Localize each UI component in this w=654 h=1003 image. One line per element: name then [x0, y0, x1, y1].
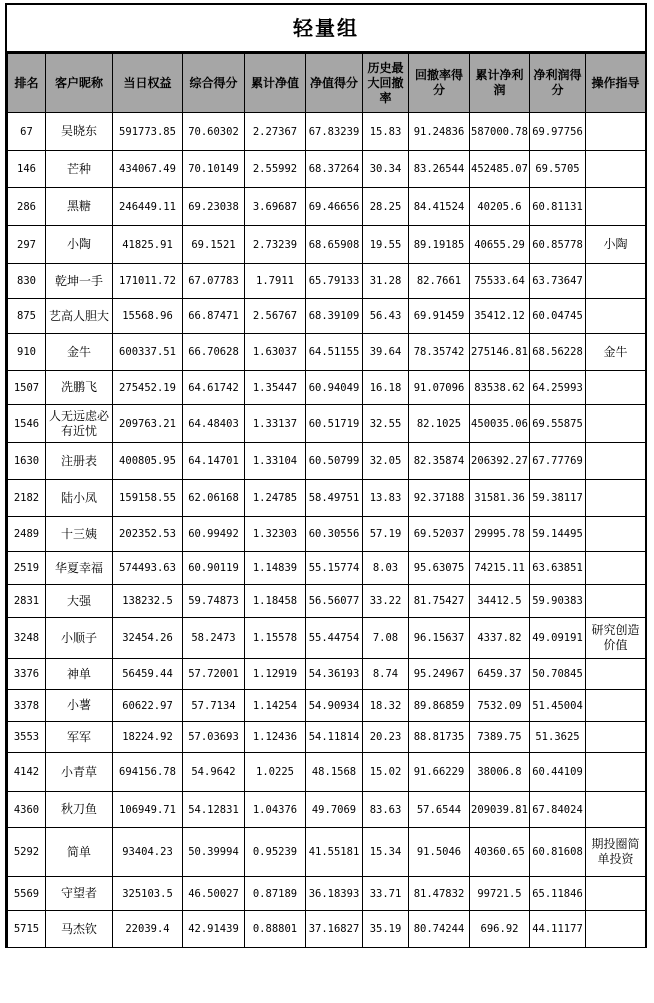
- cell-total-score: 69.1521: [183, 226, 245, 264]
- cell-nickname: 吴晓东: [46, 113, 113, 151]
- cell-daily-equity: 171011.72: [113, 264, 183, 299]
- cell-cumulative-nav: 2.55992: [245, 151, 306, 188]
- cell-drawdown-score: 91.5046: [409, 828, 470, 877]
- cell-drawdown-score: 69.52037: [409, 517, 470, 552]
- cell-total-score: 64.48403: [183, 405, 245, 443]
- cell-nickname: 注册表: [46, 443, 113, 480]
- cell-profit-score: 59.14495: [530, 517, 586, 552]
- cell-cumulative-nav: 1.35447: [245, 371, 306, 405]
- cell-profit-score: 63.73647: [530, 264, 586, 299]
- cell-guidance: [586, 371, 646, 405]
- cell-profit-score: 65.11846: [530, 877, 586, 911]
- cell-total-score: 57.03693: [183, 722, 245, 753]
- cell-nickname: 小顺子: [46, 618, 113, 659]
- cell-rank: 2519: [8, 552, 46, 585]
- cell-drawdown-score: 82.7661: [409, 264, 470, 299]
- ranking-table: [7, 53, 646, 948]
- cell-max-drawdown: 30.34: [363, 151, 409, 188]
- cell-profit-score: 60.81608: [530, 828, 586, 877]
- cell-max-drawdown: 39.64: [363, 334, 409, 371]
- cell-drawdown-score: 82.1025: [409, 405, 470, 443]
- cell-daily-equity: 138232.5: [113, 585, 183, 618]
- cell-drawdown-score: 96.15637: [409, 618, 470, 659]
- table-row: [8, 722, 646, 753]
- cell-total-score: 42.91439: [183, 911, 245, 948]
- cell-rank: 5292: [8, 828, 46, 877]
- cell-max-drawdown: 16.18: [363, 371, 409, 405]
- cell-cumulative-nav: 1.18458: [245, 585, 306, 618]
- cell-net-profit: 99721.5: [470, 877, 530, 911]
- cell-cumulative-nav: 1.7911: [245, 264, 306, 299]
- cell-net-profit: 40655.29: [470, 226, 530, 264]
- cell-nav-score: 58.49751: [306, 480, 363, 517]
- cell-profit-score: 67.77769: [530, 443, 586, 480]
- cell-nav-score: 64.51155: [306, 334, 363, 371]
- cell-max-drawdown: 15.34: [363, 828, 409, 877]
- cell-max-drawdown: 13.83: [363, 480, 409, 517]
- cell-rank: 875: [8, 299, 46, 334]
- cell-max-drawdown: 15.83: [363, 113, 409, 151]
- table-row: [8, 113, 646, 151]
- cell-max-drawdown: 8.74: [363, 659, 409, 690]
- cell-nickname: 十三姨: [46, 517, 113, 552]
- table-row: [8, 659, 646, 690]
- cell-nickname: 大强: [46, 585, 113, 618]
- cell-profit-score: 60.44109: [530, 753, 586, 792]
- cell-guidance: 期投圈简单投资: [586, 828, 646, 877]
- cell-guidance: [586, 517, 646, 552]
- cell-guidance: [586, 659, 646, 690]
- cell-total-score: 62.06168: [183, 480, 245, 517]
- table-row: [8, 792, 646, 828]
- cell-total-score: 66.70628: [183, 334, 245, 371]
- cell-profit-score: 68.56228: [530, 334, 586, 371]
- cell-total-score: 60.90119: [183, 552, 245, 585]
- cell-drawdown-score: 82.35874: [409, 443, 470, 480]
- cell-total-score: 59.74873: [183, 585, 245, 618]
- cell-guidance: [586, 911, 646, 948]
- cell-total-score: 70.10149: [183, 151, 245, 188]
- cell-profit-score: 44.11177: [530, 911, 586, 948]
- cell-rank: 297: [8, 226, 46, 264]
- cell-guidance: [586, 264, 646, 299]
- table-row: [8, 618, 646, 659]
- header-net-profit: 累计净利润: [470, 54, 530, 113]
- cell-net-profit: 34412.5: [470, 585, 530, 618]
- cell-nickname: 简单: [46, 828, 113, 877]
- cell-nickname: 小青草: [46, 753, 113, 792]
- cell-rank: 1630: [8, 443, 46, 480]
- cell-nav-score: 69.46656: [306, 188, 363, 226]
- table-row: [8, 480, 646, 517]
- header-rank: 排名: [8, 54, 46, 113]
- cell-rank: 2489: [8, 517, 46, 552]
- cell-total-score: 46.50027: [183, 877, 245, 911]
- cell-cumulative-nav: 1.24785: [245, 480, 306, 517]
- header-guidance: 操作指导: [586, 54, 646, 113]
- cell-profit-score: 69.55875: [530, 405, 586, 443]
- cell-profit-score: 51.3625: [530, 722, 586, 753]
- cell-total-score: 67.07783: [183, 264, 245, 299]
- cell-cumulative-nav: 0.88801: [245, 911, 306, 948]
- cell-max-drawdown: 33.71: [363, 877, 409, 911]
- cell-profit-score: 59.38117: [530, 480, 586, 517]
- cell-cumulative-nav: 3.69687: [245, 188, 306, 226]
- cell-guidance: 金牛: [586, 334, 646, 371]
- cell-max-drawdown: 28.25: [363, 188, 409, 226]
- ranking-sheet: [5, 3, 647, 948]
- cell-daily-equity: 159158.55: [113, 480, 183, 517]
- cell-guidance: 小陶: [586, 226, 646, 264]
- cell-profit-score: 60.85778: [530, 226, 586, 264]
- cell-rank: 3553: [8, 722, 46, 753]
- cell-rank: 3378: [8, 690, 46, 722]
- table-row: [8, 226, 646, 264]
- cell-total-score: 58.2473: [183, 618, 245, 659]
- table-row: [8, 188, 646, 226]
- cell-total-score: 54.9642: [183, 753, 245, 792]
- cell-cumulative-nav: 2.73239: [245, 226, 306, 264]
- cell-net-profit: 40360.65: [470, 828, 530, 877]
- cell-rank: 2831: [8, 585, 46, 618]
- cell-guidance: [586, 552, 646, 585]
- cell-cumulative-nav: 0.87189: [245, 877, 306, 911]
- cell-nickname: 军军: [46, 722, 113, 753]
- cell-nickname: 冼鹏飞: [46, 371, 113, 405]
- cell-max-drawdown: 18.32: [363, 690, 409, 722]
- cell-drawdown-score: 80.74244: [409, 911, 470, 948]
- cell-cumulative-nav: 1.63037: [245, 334, 306, 371]
- cell-total-score: 50.39994: [183, 828, 245, 877]
- cell-cumulative-nav: 0.95239: [245, 828, 306, 877]
- cell-total-score: 54.12831: [183, 792, 245, 828]
- cell-net-profit: 452485.07: [470, 151, 530, 188]
- cell-cumulative-nav: 1.12919: [245, 659, 306, 690]
- cell-nav-score: 41.55181: [306, 828, 363, 877]
- cell-net-profit: 7389.75: [470, 722, 530, 753]
- cell-cumulative-nav: 1.04376: [245, 792, 306, 828]
- cell-guidance: 研究创造价值: [586, 618, 646, 659]
- cell-daily-equity: 202352.53: [113, 517, 183, 552]
- cell-total-score: 60.99492: [183, 517, 245, 552]
- cell-profit-score: 50.70845: [530, 659, 586, 690]
- cell-guidance: [586, 585, 646, 618]
- cell-guidance: [586, 299, 646, 334]
- cell-nav-score: 60.51719: [306, 405, 363, 443]
- cell-nickname: 芒种: [46, 151, 113, 188]
- cell-profit-score: 59.90383: [530, 585, 586, 618]
- cell-drawdown-score: 92.37188: [409, 480, 470, 517]
- cell-drawdown-score: 91.66229: [409, 753, 470, 792]
- table-row: [8, 371, 646, 405]
- cell-drawdown-score: 89.86859: [409, 690, 470, 722]
- table-row: [8, 299, 646, 334]
- cell-nav-score: 67.83239: [306, 113, 363, 151]
- cell-daily-equity: 400805.95: [113, 443, 183, 480]
- cell-guidance: [586, 405, 646, 443]
- cell-cumulative-nav: 1.12436: [245, 722, 306, 753]
- header-profit-score: 净利润得分: [530, 54, 586, 113]
- cell-max-drawdown: 20.23: [363, 722, 409, 753]
- cell-rank: 830: [8, 264, 46, 299]
- cell-daily-equity: 22039.4: [113, 911, 183, 948]
- cell-profit-score: 51.45004: [530, 690, 586, 722]
- cell-cumulative-nav: 1.0225: [245, 753, 306, 792]
- cell-nav-score: 60.50799: [306, 443, 363, 480]
- cell-nav-score: 60.30556: [306, 517, 363, 552]
- cell-nickname: 艺高人胆大: [46, 299, 113, 334]
- cell-drawdown-score: 83.26544: [409, 151, 470, 188]
- table-row: [8, 877, 646, 911]
- cell-cumulative-nav: 1.32303: [245, 517, 306, 552]
- cell-daily-equity: 60622.97: [113, 690, 183, 722]
- cell-nav-score: 54.11814: [306, 722, 363, 753]
- cell-net-profit: 75533.64: [470, 264, 530, 299]
- cell-daily-equity: 56459.44: [113, 659, 183, 690]
- cell-nav-score: 68.37264: [306, 151, 363, 188]
- cell-daily-equity: 600337.51: [113, 334, 183, 371]
- cell-rank: 286: [8, 188, 46, 226]
- cell-net-profit: 206392.27: [470, 443, 530, 480]
- cell-rank: 146: [8, 151, 46, 188]
- cell-rank: 67: [8, 113, 46, 151]
- cell-nickname: 马杰钦: [46, 911, 113, 948]
- header-cumulative-nav: 累计净值: [245, 54, 306, 113]
- cell-max-drawdown: 8.03: [363, 552, 409, 585]
- cell-cumulative-nav: 1.15578: [245, 618, 306, 659]
- cell-nickname: 小薯: [46, 690, 113, 722]
- cell-daily-equity: 41825.91: [113, 226, 183, 264]
- cell-profit-score: 69.5705: [530, 151, 586, 188]
- table-row: [8, 334, 646, 371]
- cell-net-profit: 7532.09: [470, 690, 530, 722]
- cell-nav-score: 68.39109: [306, 299, 363, 334]
- cell-nav-score: 55.44754: [306, 618, 363, 659]
- cell-net-profit: 587000.78: [470, 113, 530, 151]
- cell-drawdown-score: 89.19185: [409, 226, 470, 264]
- cell-daily-equity: 93404.23: [113, 828, 183, 877]
- cell-net-profit: 450035.06: [470, 405, 530, 443]
- cell-max-drawdown: 7.08: [363, 618, 409, 659]
- cell-net-profit: 83538.62: [470, 371, 530, 405]
- cell-rank: 2182: [8, 480, 46, 517]
- cell-rank: 4142: [8, 753, 46, 792]
- cell-rank: 3376: [8, 659, 46, 690]
- header-total-score: 综合得分: [183, 54, 245, 113]
- cell-nav-score: 37.16827: [306, 911, 363, 948]
- cell-max-drawdown: 31.28: [363, 264, 409, 299]
- table-body: [8, 113, 646, 948]
- cell-daily-equity: 246449.11: [113, 188, 183, 226]
- header-row: [8, 54, 646, 113]
- cell-nav-score: 54.36193: [306, 659, 363, 690]
- cell-net-profit: 6459.37: [470, 659, 530, 690]
- cell-nickname: 秋刀鱼: [46, 792, 113, 828]
- table-row: [8, 585, 646, 618]
- cell-net-profit: 696.92: [470, 911, 530, 948]
- cell-drawdown-score: 95.24967: [409, 659, 470, 690]
- cell-max-drawdown: 32.05: [363, 443, 409, 480]
- cell-rank: 5569: [8, 877, 46, 911]
- cell-daily-equity: 694156.78: [113, 753, 183, 792]
- cell-net-profit: 209039.81: [470, 792, 530, 828]
- cell-profit-score: 60.04745: [530, 299, 586, 334]
- cell-drawdown-score: 81.75427: [409, 585, 470, 618]
- cell-guidance: [586, 443, 646, 480]
- cell-nav-score: 54.90934: [306, 690, 363, 722]
- table-row: [8, 753, 646, 792]
- cell-drawdown-score: 84.41524: [409, 188, 470, 226]
- table-row: [8, 690, 646, 722]
- cell-profit-score: 60.81131: [530, 188, 586, 226]
- cell-daily-equity: 591773.85: [113, 113, 183, 151]
- cell-drawdown-score: 57.6544: [409, 792, 470, 828]
- cell-nickname: 黑糖: [46, 188, 113, 226]
- cell-max-drawdown: 35.19: [363, 911, 409, 948]
- cell-nav-score: 60.94049: [306, 371, 363, 405]
- cell-max-drawdown: 19.55: [363, 226, 409, 264]
- cell-drawdown-score: 78.35742: [409, 334, 470, 371]
- cell-total-score: 57.7134: [183, 690, 245, 722]
- cell-nickname: 小陶: [46, 226, 113, 264]
- table-row: [8, 517, 646, 552]
- table-row: [8, 264, 646, 299]
- cell-daily-equity: 574493.63: [113, 552, 183, 585]
- cell-nickname: 守望者: [46, 877, 113, 911]
- cell-net-profit: 35412.12: [470, 299, 530, 334]
- cell-cumulative-nav: 1.33137: [245, 405, 306, 443]
- header-max-drawdown: 历史最大回撤率: [363, 54, 409, 113]
- header-drawdown-score: 回撤率得分: [409, 54, 470, 113]
- cell-nickname: 人无远虑必有近忧: [46, 405, 113, 443]
- cell-cumulative-nav: 2.56767: [245, 299, 306, 334]
- cell-guidance: [586, 151, 646, 188]
- cell-profit-score: 64.25993: [530, 371, 586, 405]
- cell-daily-equity: 275452.19: [113, 371, 183, 405]
- cell-rank: 1546: [8, 405, 46, 443]
- cell-total-score: 57.72001: [183, 659, 245, 690]
- cell-net-profit: 29995.78: [470, 517, 530, 552]
- cell-total-score: 64.61742: [183, 371, 245, 405]
- cell-drawdown-score: 69.91459: [409, 299, 470, 334]
- cell-nickname: 金牛: [46, 334, 113, 371]
- cell-profit-score: 69.97756: [530, 113, 586, 151]
- header-daily-equity: 当日权益: [113, 54, 183, 113]
- cell-guidance: [586, 113, 646, 151]
- cell-rank: 4360: [8, 792, 46, 828]
- cell-drawdown-score: 91.24836: [409, 113, 470, 151]
- cell-drawdown-score: 91.07096: [409, 371, 470, 405]
- cell-net-profit: 4337.82: [470, 618, 530, 659]
- cell-net-profit: 31581.36: [470, 480, 530, 517]
- cell-max-drawdown: 57.19: [363, 517, 409, 552]
- cell-total-score: 70.60302: [183, 113, 245, 151]
- cell-guidance: [586, 480, 646, 517]
- cell-daily-equity: 32454.26: [113, 618, 183, 659]
- cell-cumulative-nav: 2.27367: [245, 113, 306, 151]
- cell-nickname: 华夏幸福: [46, 552, 113, 585]
- cell-daily-equity: 15568.96: [113, 299, 183, 334]
- cell-nav-score: 68.65908: [306, 226, 363, 264]
- cell-guidance: [586, 792, 646, 828]
- cell-daily-equity: 434067.49: [113, 151, 183, 188]
- table-row: [8, 828, 646, 877]
- cell-cumulative-nav: 1.14254: [245, 690, 306, 722]
- cell-guidance: [586, 753, 646, 792]
- cell-cumulative-nav: 1.14839: [245, 552, 306, 585]
- table-row: [8, 405, 646, 443]
- cell-rank: 3248: [8, 618, 46, 659]
- cell-max-drawdown: 32.55: [363, 405, 409, 443]
- cell-guidance: [586, 188, 646, 226]
- cell-profit-score: 67.84024: [530, 792, 586, 828]
- cell-profit-score: 49.09191: [530, 618, 586, 659]
- cell-net-profit: 275146.81: [470, 334, 530, 371]
- header-nav-score: 净值得分: [306, 54, 363, 113]
- cell-nav-score: 49.7069: [306, 792, 363, 828]
- cell-guidance: [586, 690, 646, 722]
- header-nickname: 客户昵称: [46, 54, 113, 113]
- cell-guidance: [586, 722, 646, 753]
- cell-total-score: 64.14701: [183, 443, 245, 480]
- cell-nav-score: 56.56077: [306, 585, 363, 618]
- table-row: [8, 911, 646, 948]
- cell-net-profit: 74215.11: [470, 552, 530, 585]
- cell-net-profit: 38006.8: [470, 753, 530, 792]
- cell-total-score: 69.23038: [183, 188, 245, 226]
- cell-max-drawdown: 56.43: [363, 299, 409, 334]
- cell-rank: 5715: [8, 911, 46, 948]
- cell-max-drawdown: 33.22: [363, 585, 409, 618]
- cell-daily-equity: 209763.21: [113, 405, 183, 443]
- cell-daily-equity: 106949.71: [113, 792, 183, 828]
- cell-daily-equity: 18224.92: [113, 722, 183, 753]
- cell-nickname: 乾坤一手: [46, 264, 113, 299]
- cell-profit-score: 63.63851: [530, 552, 586, 585]
- cell-daily-equity: 325103.5: [113, 877, 183, 911]
- cell-drawdown-score: 88.81735: [409, 722, 470, 753]
- cell-total-score: 66.87471: [183, 299, 245, 334]
- cell-nickname: 神单: [46, 659, 113, 690]
- cell-drawdown-score: 81.47832: [409, 877, 470, 911]
- cell-cumulative-nav: 1.33104: [245, 443, 306, 480]
- cell-net-profit: 40205.6: [470, 188, 530, 226]
- cell-rank: 1507: [8, 371, 46, 405]
- sheet-title: 轻量组: [7, 5, 645, 53]
- cell-nav-score: 48.1568: [306, 753, 363, 792]
- table-row: [8, 552, 646, 585]
- cell-nickname: 陆小凤: [46, 480, 113, 517]
- cell-nav-score: 36.18393: [306, 877, 363, 911]
- cell-drawdown-score: 95.63075: [409, 552, 470, 585]
- cell-guidance: [586, 877, 646, 911]
- cell-nav-score: 55.15774: [306, 552, 363, 585]
- cell-max-drawdown: 15.02: [363, 753, 409, 792]
- table-row: [8, 151, 646, 188]
- cell-max-drawdown: 83.63: [363, 792, 409, 828]
- cell-rank: 910: [8, 334, 46, 371]
- cell-nav-score: 65.79133: [306, 264, 363, 299]
- table-row: [8, 443, 646, 480]
